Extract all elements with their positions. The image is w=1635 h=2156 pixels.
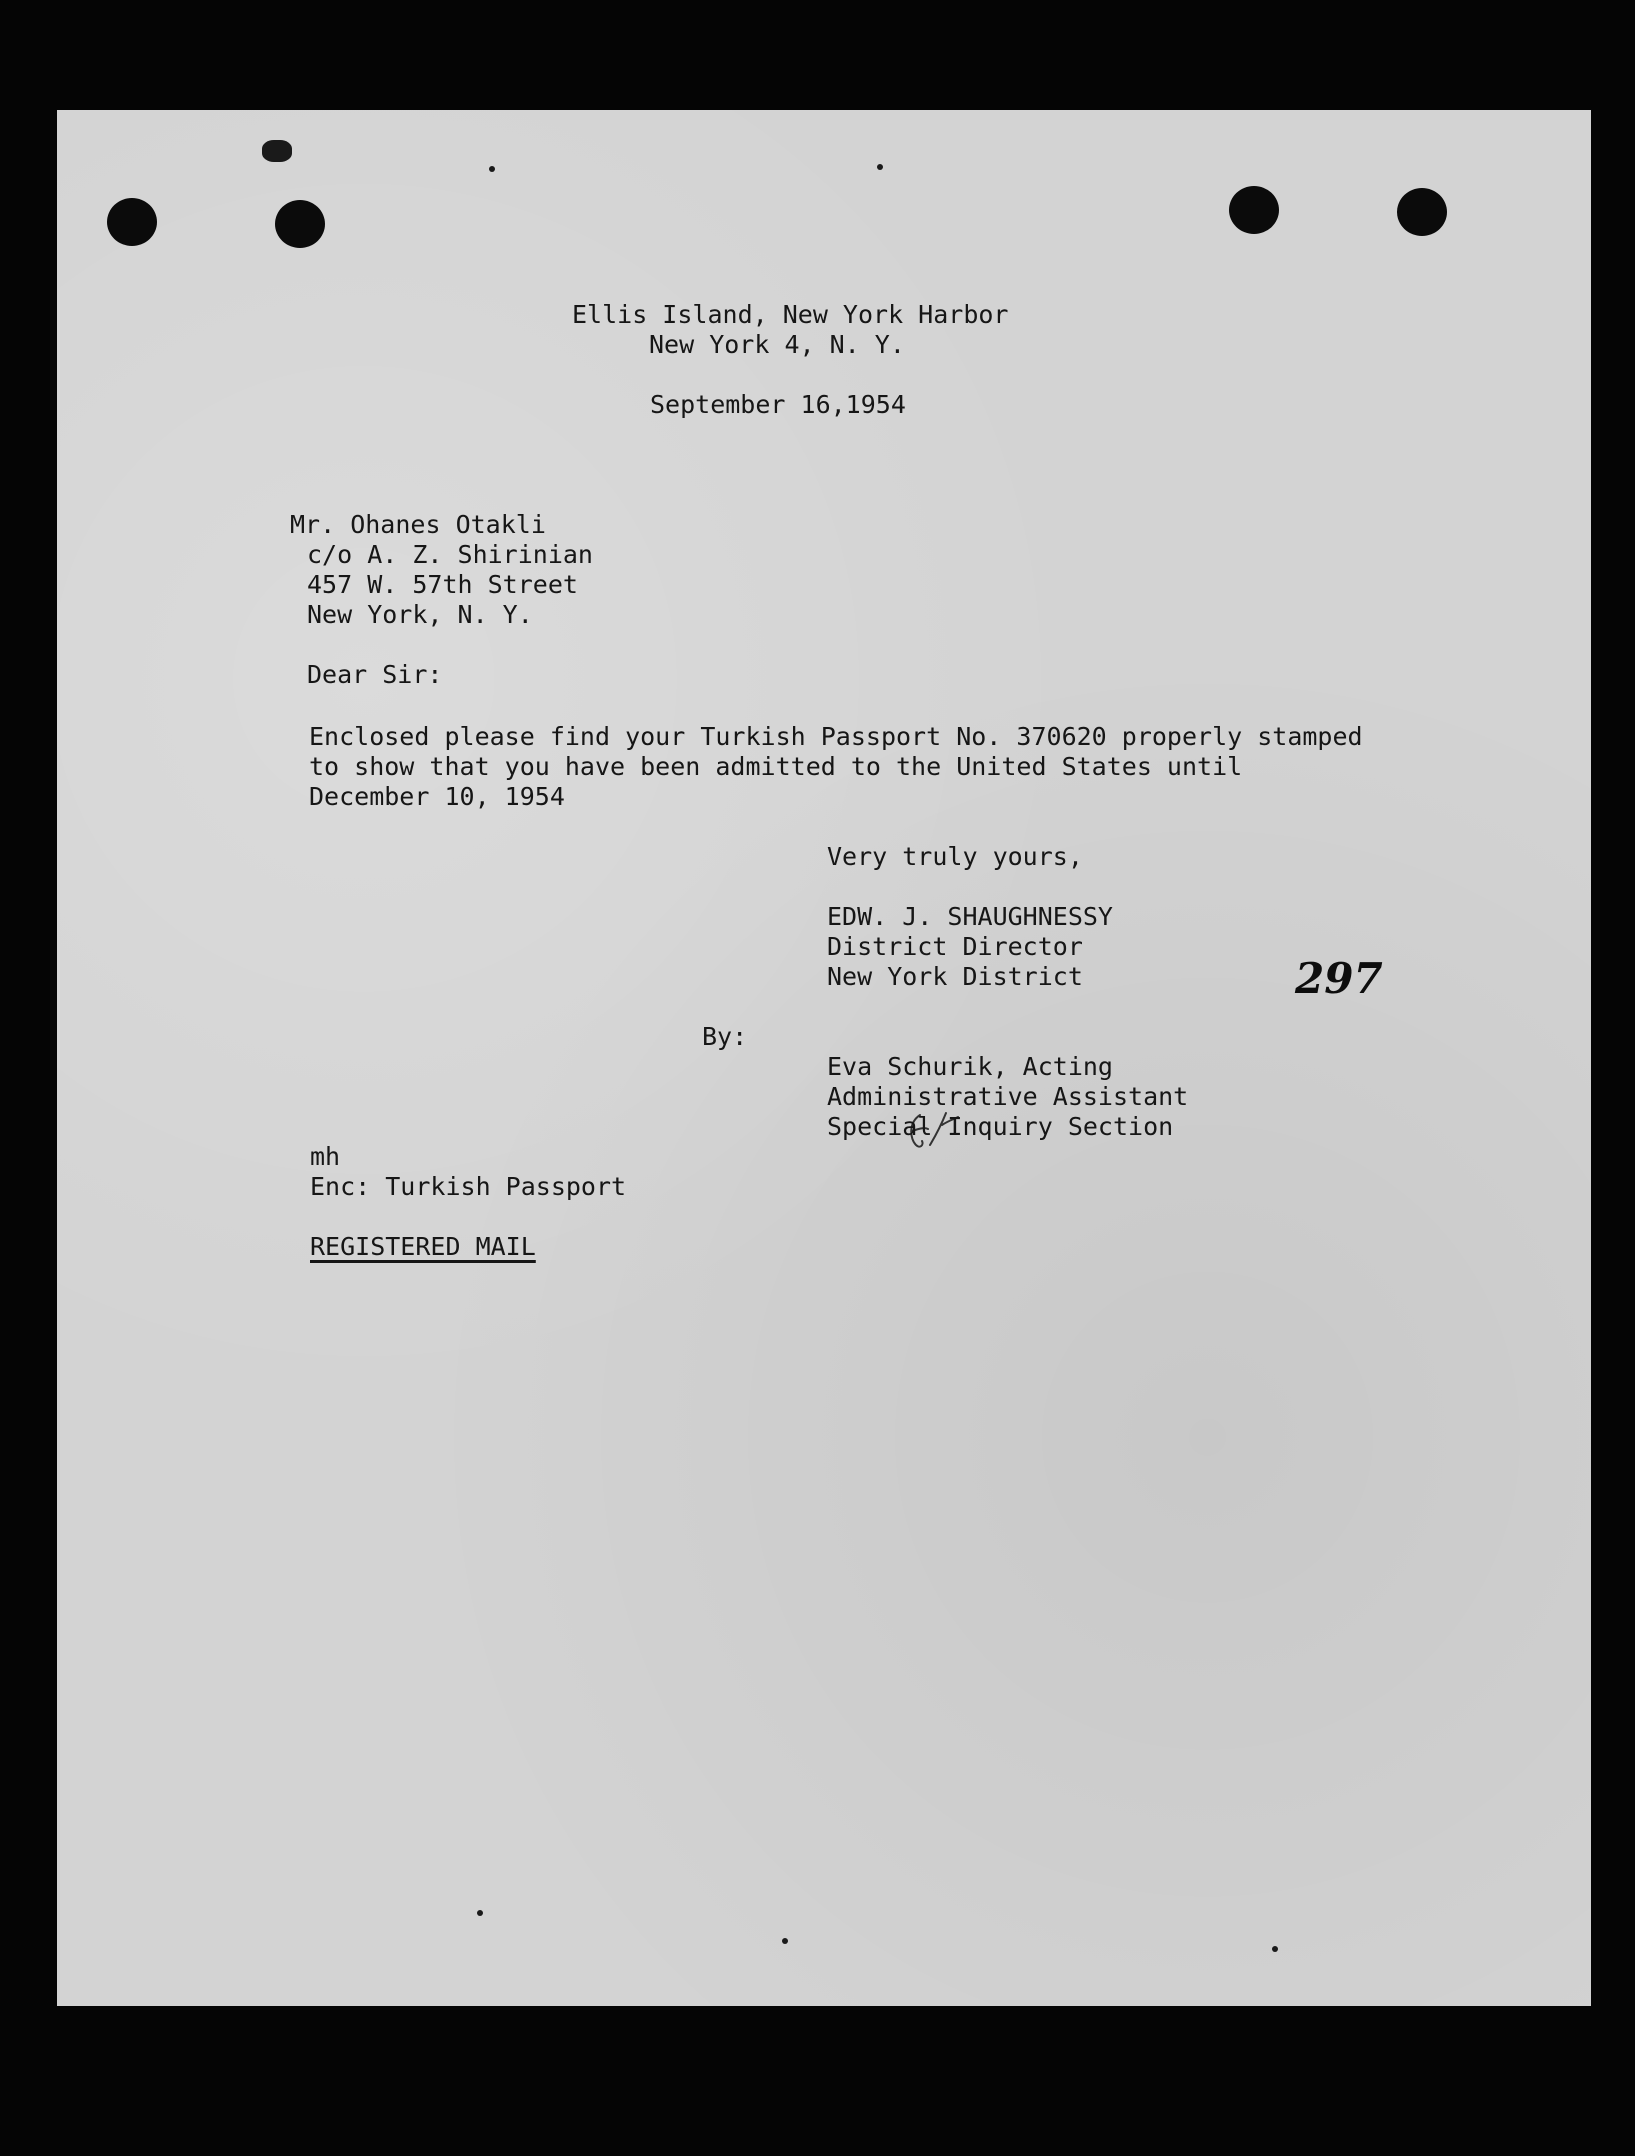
enclosure-line: Enc: Turkish Passport [310, 1172, 627, 1201]
dust-speck [782, 1938, 788, 1944]
recipient-city: New York, N. Y. [307, 600, 533, 629]
signatory-name: EDW. J. SHAUGHNESSY [827, 902, 1113, 931]
body-line-1: Enclosed please find your Turkish Passport No. 370620 properly stamped [309, 722, 1363, 751]
letterhead-line-2: New York 4, N. Y. [649, 330, 905, 359]
dust-speck [262, 140, 292, 162]
dust-speck [489, 166, 495, 172]
punch-hole-right-1 [1229, 186, 1279, 234]
punch-hole-left-2 [275, 200, 325, 248]
letter-sheet [57, 110, 1591, 2006]
recipient-care-of: c/o A. Z. Shirinian [307, 540, 593, 569]
signer-name: Eva Schurik, Acting [827, 1052, 1113, 1081]
letterhead-line-1: Ellis Island, New York Harbor [572, 300, 1009, 329]
recipient-name: Mr. Ohanes Otakli [290, 510, 546, 539]
by-label: By: [702, 1022, 748, 1051]
salutation: Dear Sir: [307, 660, 443, 689]
body-line-2: to show that you have been admitted to the United States until [309, 752, 1243, 781]
signatory-title: District Director [827, 932, 1083, 961]
file-stamp-number: 297 [1295, 954, 1383, 1003]
signer-title: Administrative Assistant [827, 1082, 1189, 1111]
signer-section: Special Inquiry Section [827, 1112, 1174, 1141]
typist-initials: mh [310, 1142, 341, 1171]
letter-date: September 16,1954 [650, 390, 906, 419]
signatory-district: New York District [827, 962, 1083, 991]
body-line-3: December 10, 1954 [309, 782, 565, 811]
registered-mail-label: REGISTERED MAIL [310, 1232, 536, 1261]
closing: Very truly yours, [827, 842, 1083, 871]
dust-speck [1272, 1946, 1278, 1952]
punch-hole-left-1 [107, 198, 157, 246]
dust-speck [877, 164, 883, 170]
punch-hole-right-2 [1397, 188, 1447, 236]
recipient-street: 457 W. 57th Street [307, 570, 578, 599]
dust-speck [477, 1910, 483, 1916]
